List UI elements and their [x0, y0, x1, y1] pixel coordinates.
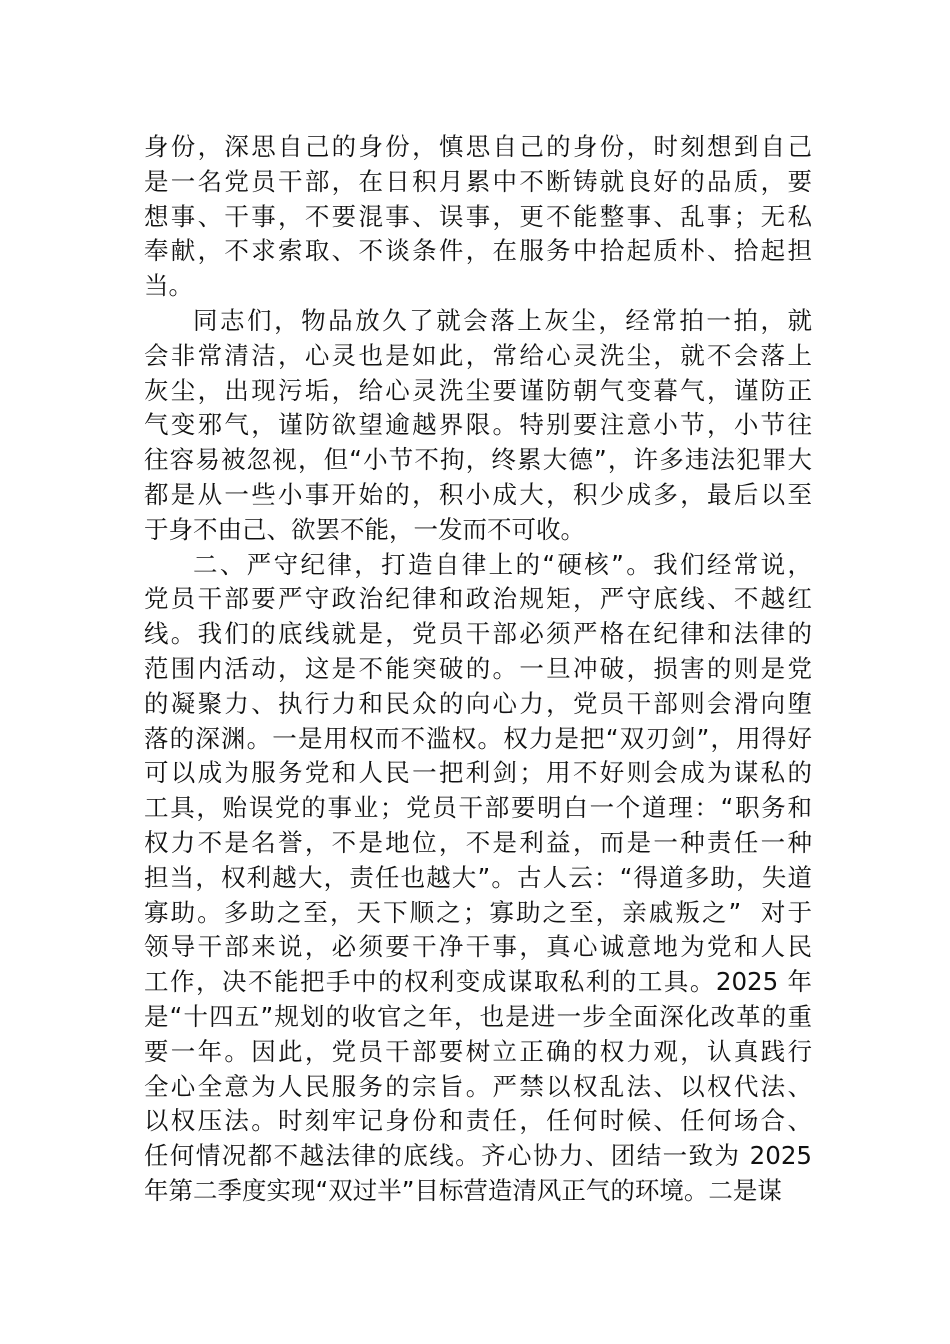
text-line: 同志们，物品放久了就会落上灰尘，经常拍一拍，就 — [193, 305, 812, 335]
text-line: 工具，贻误党的事业；党员干部要明白一个道理：“职务和 — [144, 793, 812, 823]
paragraph — [144, 130, 812, 304]
text-line: 范围内活动，这是不能突破的。一旦冲破，损害的则是党 — [144, 653, 812, 683]
text-line: 是“十四五”规划的收官之年，也是进一步全面深化改革的重 — [144, 1001, 812, 1031]
paragraph — [144, 548, 812, 1209]
text-line: 落的深渊。一是用权而不滥权。权力是把“双刃剑”，用得好 — [144, 723, 812, 753]
text-line: 担当，权利越大，责任也越大”。古人云：“得道多助，失道 — [144, 862, 812, 892]
text-line: 都是从一些小事开始的，积小成大，积少成多，最后以至 — [144, 479, 812, 509]
text-line: 的凝聚力、执行力和民众的向心力，党员干部则会滑向堕 — [144, 688, 812, 718]
text-line: 身份，深思自己的身份，慎思自己的身份，时刻想到自己 — [144, 132, 812, 161]
text-line: 想事、干事，不要混事、误事，更不能整事、乱事；无私 — [144, 201, 812, 231]
text-line: 往容易被忽视，但“小节不拘，终累大德”，许多违法犯罪大 — [144, 445, 812, 475]
text-line: 奉献，不求索取、不谈条件，在服务中拾起质朴、拾起担 — [144, 236, 812, 266]
paragraph — [144, 304, 812, 548]
text-line: 气变邪气，谨防欲望逾越界限。特别要注意小节，小节往 — [144, 410, 812, 440]
text-line: 灰尘，出现污垢，给心灵洗尘要谨防朝气变暮气，谨防正 — [144, 375, 812, 405]
text-line: 要一年。因此，党员干部要树立正确的权力观，认真践行 — [144, 1036, 812, 1066]
text-line: 寡助。多助之至，天下顺之；寡助之至，亲戚叛之” 对于 — [144, 897, 812, 927]
text-line: 工作，决不能把手中的权利变成谋取私利的工具。2025 年 — [144, 967, 812, 997]
text-line: 会非常清洁，心灵也是如此，常给心灵洗尘，就不会落上 — [144, 340, 812, 370]
text-line: 领导干部来说，必须要干净干事，真心诚意地为党和人民 — [144, 932, 812, 962]
text-line: 任何情况都不越法律的底线。齐心协力、团结一致为 2025 — [144, 1141, 812, 1171]
text-line: 线。我们的底线就是，党员干部必须严格在纪律和法律的 — [144, 619, 812, 649]
text-line: 二、严守纪律，打造自律上的“硬核”。我们经常说， — [193, 549, 812, 579]
text-line: 全心全意为人民服务的宗旨。严禁以权乱法、以权代法、 — [144, 1071, 812, 1101]
text-line: 年第二季度实现“双过半”目标营造清风正气的环境。二是谋 — [144, 1175, 782, 1205]
text-line: 当。 — [144, 271, 193, 301]
text-line: 党员干部要严守政治纪律和政治规矩，严守底线、不越红 — [144, 584, 812, 614]
text-line: 是一名党员干部，在日积月累中不断铸就良好的品质，要 — [144, 166, 812, 196]
text-line: 权力不是名誉，不是地位，不是利益，而是一种责任一种 — [144, 827, 812, 857]
text-line: 以权压法。时刻牢记身份和责任，任何时候、任何场合、 — [144, 1106, 812, 1136]
document-body — [144, 130, 812, 1209]
text-line: 于身不由己、欲罢不能，一发而不可收。 — [144, 514, 585, 544]
text-line: 可以成为服务党和人民一把利剑；用不好则会成为谋私的 — [144, 758, 812, 788]
